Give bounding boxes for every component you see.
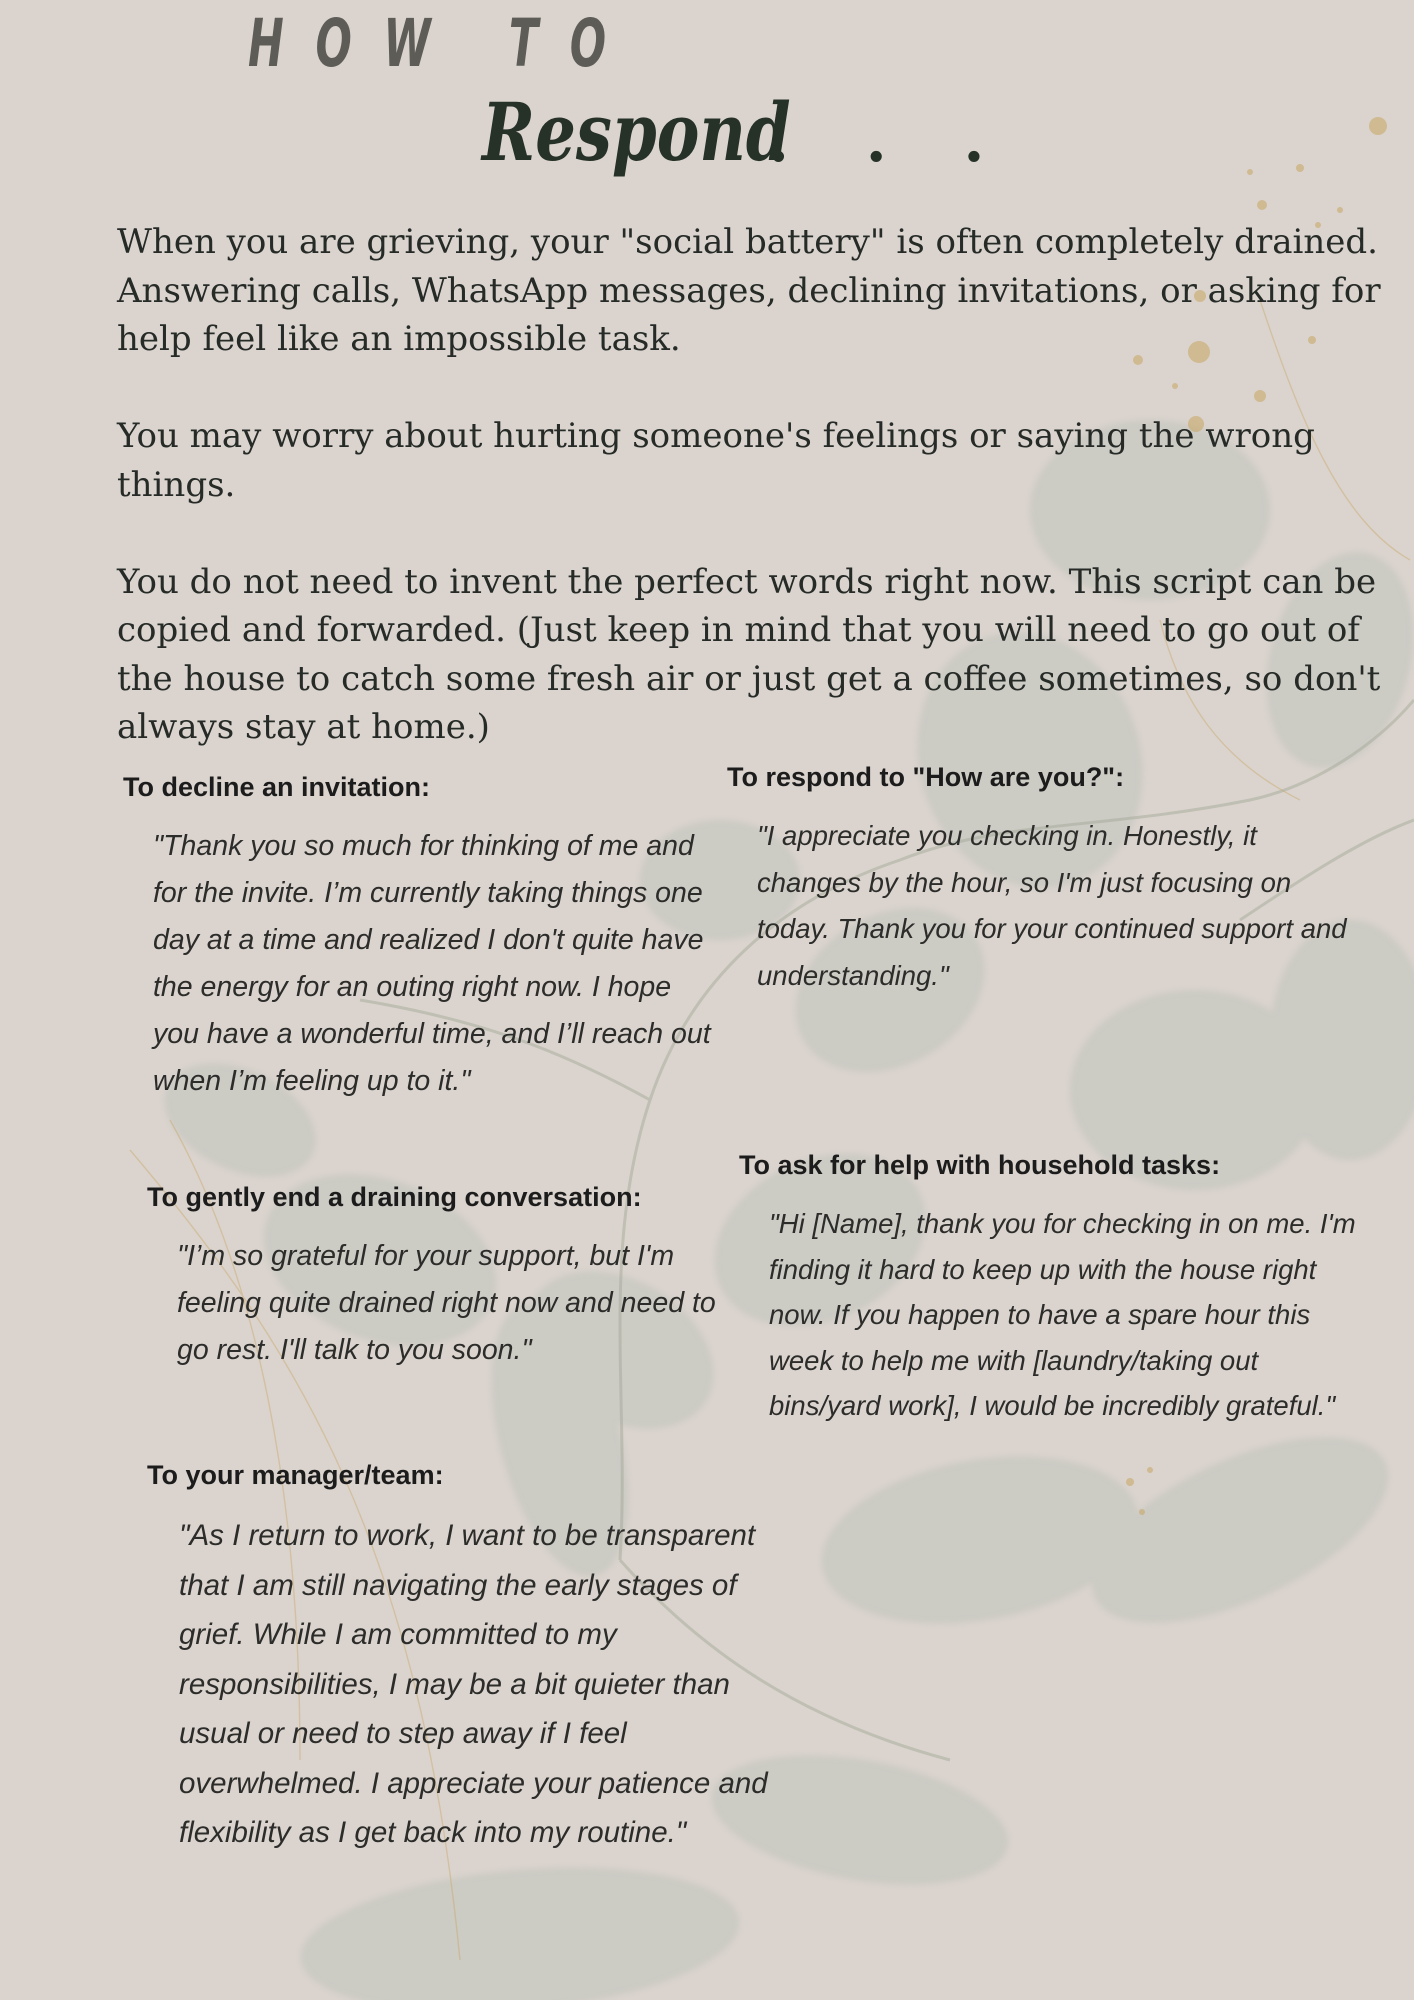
section-heading: To gently end a draining conversation: [147, 1182, 642, 1212]
respond-title: Respond [482, 85, 791, 179]
script-text: "I’m so grateful for your support, but I'm feeling quite drained right now and need to go rest. I'll talk to you soon." [177, 1240, 716, 1367]
intro-paragraph: When you are grieving, your "social battery" is often completely drained. Answering calls, WhatsApp messages, declining invitations, or asking for help feel like an impossible task. [117, 222, 1381, 359]
section-heading: To decline an invitation: [123, 772, 431, 802]
how-are-you-section [727, 760, 1347, 999]
script-text: "Hi [Name], thank you for checking in on me. I'm finding it hard to keep up with the house right now. If you happen to have a spare hour this week to help me with [laundry/taking out bins/yard work], I would be incredibly grateful." [769, 1208, 1356, 1422]
ellipsis-decoration: . . . [768, 106, 1013, 176]
end-conversation-section [147, 1180, 747, 1374]
script-text: "I appreciate you checking in. Honestly, it changes by the hour, so I'm just focusing on today. Thank you for your continued support and understanding." [757, 820, 1347, 991]
intro-text [117, 218, 1407, 800]
script-text: "Thank you so much for thinking of me and for the invite. I’m currently taking things one day at a time and realized I don't quite have the energy for an outing right now. I hope you have a wonderful time, and I’ll reach out when I’m feeling up to it." [153, 830, 711, 1098]
intro-paragraph: You do not need to invent the perfect words right now. This script can be copied and forwarded. (Just keep in mind that you will need to go out of the house to catch some fresh air or just get a coffee sometimes, so don't always stay at home.) [117, 561, 1381, 747]
intro-paragraph: You may worry about hurting someone's feelings or saying the wrong things. [117, 416, 1315, 505]
manager-team-section [147, 1458, 787, 1858]
how-to-heading: HOW TO [248, 5, 638, 82]
section-heading: To your manager/team: [147, 1460, 444, 1490]
section-heading: To respond to "How are you?": [727, 762, 1125, 792]
section-heading: To ask for help with household tasks: [739, 1150, 1221, 1180]
household-help-section [739, 1148, 1359, 1429]
decline-invitation-section [123, 770, 723, 1105]
script-text: "As I return to work, I want to be transparent that I am still navigating the early stages of grief. While I am committed to my responsibilities, I may be a bit quieter than usual or need to step away if I feel overwhelmed. I appreciate your patience and flexibility as I get back into my routine." [179, 1519, 768, 1850]
